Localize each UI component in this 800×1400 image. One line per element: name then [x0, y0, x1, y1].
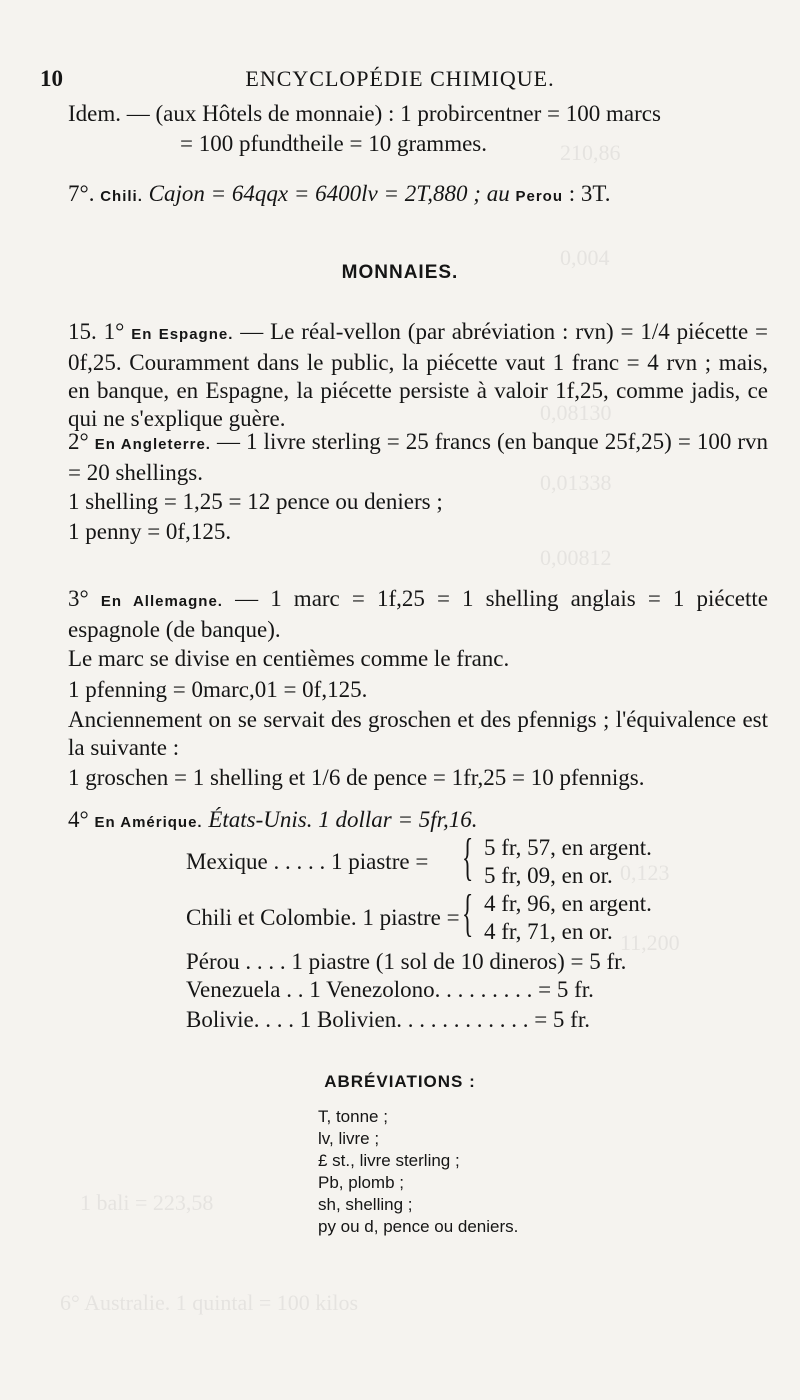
- abbreviation-item: py ou d, pence ou deniers.: [318, 1217, 519, 1236]
- section-heading-abreviations: ABRÉVIATIONS :: [324, 1072, 476, 1091]
- pfenning-line: 1 pfenning = 0marc,01 = 0f,125.: [68, 677, 368, 702]
- chili-or: 4 fr, 71, en or.: [484, 919, 613, 944]
- mexique-argent: 5 fr, 57, en argent.: [484, 835, 652, 860]
- mexique-or: 5 fr, 09, en or.: [484, 863, 613, 888]
- groschen-line: 1 groschen = 1 shelling et 1/6 de pence = 1fr,25 = 10 pfennigs.: [68, 765, 645, 790]
- bolivie-line: Bolivie. . . . 1 Bolivien. . . . . . . . . . . . = 5 fr.: [186, 1007, 590, 1032]
- perou-line: Pérou . . . . 1 piastre (1 sol de 10 dineros) = 5 fr.: [186, 949, 627, 974]
- section-number: 4°: [68, 807, 89, 832]
- marc-line: Le marc se divise en centièmes comme le franc.: [68, 646, 510, 671]
- penny-line: 1 penny = 0f,125.: [68, 519, 232, 544]
- paragraph-allemagne: [68, 585, 768, 644]
- section-number: 7°.: [68, 181, 95, 206]
- chili-colombie-label: Chili et Colombie. 1 piastre =: [186, 905, 460, 930]
- page-number: 10: [40, 66, 63, 91]
- abbreviation-item: T, tonne ;: [318, 1107, 388, 1126]
- chili-text: Cajon = 64qqx = 6400lv = 2T,880 ; au: [148, 181, 510, 206]
- groschen-paragraph: Anciennement on se servait des groschen et des pfennigs ; l'équivalence est la suivante :: [68, 707, 768, 760]
- chili-weights-line: [68, 180, 610, 211]
- bleed-through-text: 0,01338: [540, 470, 612, 495]
- paragraph-text: — Le réal-vellon (par abréviation : rvn) = 1/4 piécette = 0f,25. Couramment dans le public, la piécette vaut 1 franc = 4 rvn ; mais, en banque, en Espagne, la piécette persiste à valoir 1f,25, comme jadis, ce qui ne s'explique guère.: [68, 319, 769, 431]
- country-name: Perou: [515, 188, 563, 205]
- bleed-through-text: 0,004: [560, 245, 610, 270]
- abbreviation-item: sh, shelling ;: [318, 1195, 413, 1214]
- section-number: 2°: [68, 429, 89, 454]
- country-name: En Angleterre.: [94, 436, 211, 453]
- section-number: 15. 1°: [68, 319, 125, 344]
- chili-argent: 4 fr, 96, en argent.: [484, 891, 652, 916]
- bleed-through-text: 210,86: [560, 140, 621, 165]
- section-heading-monnaies: MONNAIES.: [341, 262, 459, 283]
- country-name: Chili.: [100, 188, 143, 205]
- section-number: 3°: [68, 586, 89, 611]
- idem-line-1: Idem. — (aux Hôtels de monnaie) : 1 probircentner = 100 marcs: [68, 101, 661, 126]
- brace-glyph: {: [462, 829, 474, 886]
- venezuela-line: Venezuela . . 1 Venezolono. . . . . . . . . = 5 fr.: [186, 977, 594, 1002]
- country-name: En Amérique.: [94, 814, 203, 831]
- abbreviation-item: £ st., livre sterling ;: [318, 1151, 460, 1170]
- bleed-through-text: 0,123: [620, 860, 670, 885]
- paragraph-text: — 1 marc = 1f,25 = 1 shelling anglais = 1 piécette espagnole (de banque).: [68, 586, 769, 642]
- etats-unis-text: États-Unis. 1 dollar = 5fr,16.: [208, 807, 478, 832]
- mexique-label: Mexique . . . . . 1 piastre =: [186, 849, 429, 874]
- bleed-through-text: 6° Australie. 1 quintal = 100 kilos: [60, 1290, 359, 1315]
- idem-line-2: = 100 pfundtheile = 10 grammes.: [180, 131, 487, 156]
- running-title: ENCYCLOPÉDIE CHIMIQUE.: [245, 66, 555, 91]
- bleed-through-text: 1 bali = 223,58: [80, 1190, 214, 1215]
- perou-text: : 3T.: [568, 181, 611, 206]
- bleed-through-text: 0,08130: [540, 400, 612, 425]
- page-header: [40, 66, 760, 96]
- shelling-line: 1 shelling = 1,25 = 12 pence ou deniers ;: [68, 489, 443, 514]
- paragraph-text: — 1 livre sterling = 25 francs (en banque 25f,25) = 100 rvn = 20 shellings.: [68, 429, 769, 485]
- bleed-through-text: 11,200: [620, 930, 680, 955]
- country-name: En Espagne.: [131, 326, 234, 343]
- paragraph-angleterre: [68, 428, 768, 487]
- paragraph-espagne: [68, 318, 768, 433]
- abbreviation-item: Pb, plomb ;: [318, 1173, 404, 1192]
- brace-glyph: {: [462, 885, 474, 942]
- amerique-line: [68, 806, 478, 837]
- abbreviation-item: lv, livre ;: [318, 1129, 380, 1148]
- country-name: En Allemagne.: [100, 593, 223, 610]
- bleed-through-text: 0,00812: [540, 545, 612, 570]
